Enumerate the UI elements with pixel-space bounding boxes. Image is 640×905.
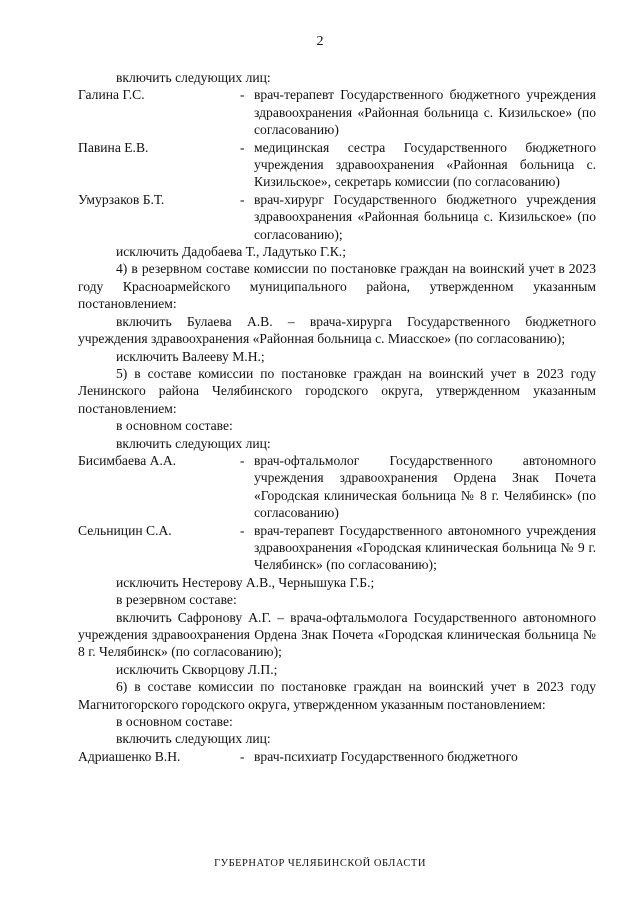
dash-separator: -	[240, 452, 245, 468]
dash-separator: -	[240, 87, 245, 103]
member-description: врач-терапевт Государственного автономного учреждения здравоохранения «Городская клиническая больница № 9 г. Челябинск» (по согласованию);	[254, 522, 596, 573]
paragraph: включить следующих лиц:	[116, 731, 271, 747]
paragraph: 4) в резервном составе комиссии по постановке граждан на воинский учет в 2023 году Красноармейского муниципального района, утвержденном указанным постановлением:	[78, 261, 596, 312]
dash-separator: -	[240, 748, 245, 764]
member-entry	[78, 522, 596, 574]
member-name: Павина Е.В.	[78, 139, 149, 155]
member-entry	[78, 86, 596, 138]
member-description: медицинская сестра Государственного бюджетного учреждения здравоохранения «Районная больница с. Кизильское», секретарь комиссии (по согласованию)	[254, 139, 596, 190]
paragraph: 5) в составе комиссии по постановке граждан на воинский учет в 2023 году Ленинского района Челябинского городского округа, утвержденном указанным постановлением:	[78, 365, 596, 416]
member-name: Галина Г.С.	[78, 87, 145, 103]
member-entry	[78, 139, 596, 191]
paragraph: включить Булаева А.В. – врача-хирурга Государственного бюджетного учреждения здравоохранения «Районная больница с. Миасское» (по согласованию);	[78, 313, 596, 347]
paragraph: исключить Скворцову Л.П.;	[116, 661, 278, 677]
member-description: врач-хирург Государственного бюджетного учреждения здравоохранения «Районная больница с. Кизильское» (по согласованию);	[254, 191, 596, 242]
paragraph: исключить Нестерову А.В., Чернышука Г.Б.;	[116, 574, 375, 590]
paragraph: исключить Дадобаева Т., Ладутько Г.К.;	[116, 244, 346, 260]
member-name: Бисимбаева А.А.	[78, 452, 177, 468]
paragraph: включить следующих лиц:	[116, 435, 271, 451]
paragraph: в основном составе:	[116, 418, 233, 434]
dash-separator: -	[240, 191, 245, 207]
member-entry	[78, 452, 596, 522]
member-description: врач-психиатр Государственного бюджетного	[254, 748, 518, 764]
member-description: врач-офтальмолог Государственного автономного учреждения здравоохранения Ордена Знак Почета «Городская клиническая больница № 8 г. Челябинск» (по согласованию)	[254, 452, 596, 521]
dash-separator: -	[240, 139, 245, 155]
paragraph: в основном составе:	[116, 714, 233, 730]
page-number: 2	[316, 34, 324, 49]
member-entry	[78, 748, 596, 765]
member-name: Умурзаков Б.Т.	[78, 191, 165, 207]
paragraph: 6) в составе комиссии по постановке граждан на воинский учет в 2023 году Магнитогорского городского округа, утвержденном указанным постановлением:	[78, 679, 596, 712]
paragraph: включить следующих лиц:	[116, 70, 271, 85]
paragraph: в резервном составе:	[116, 592, 237, 608]
paragraph: исключить Валееву М.Н.;	[116, 348, 265, 364]
dash-separator: -	[240, 522, 245, 538]
member-description: врач-терапевт Государственного бюджетного учреждения здравоохранения «Районная больница с. Кизильское» (по согласованию)	[254, 87, 596, 138]
member-name: Сельницин С.А.	[78, 522, 172, 538]
paragraph: включить Сафронову А.Г. – врача-офтальмолога Государственного автономного учреждения здравоохранения Ордена Знак Почета «Городская клиническая больница № 8 г. Челябинск» (по согласованию);	[78, 609, 596, 660]
member-name: Адриашенко В.Н.	[78, 748, 181, 764]
page-footer: ГУБЕРНАТОР ЧЕЛЯБИНСКОЙ ОБЛАСТИ	[214, 858, 426, 869]
member-entry	[78, 191, 596, 243]
document-body	[78, 69, 596, 765]
